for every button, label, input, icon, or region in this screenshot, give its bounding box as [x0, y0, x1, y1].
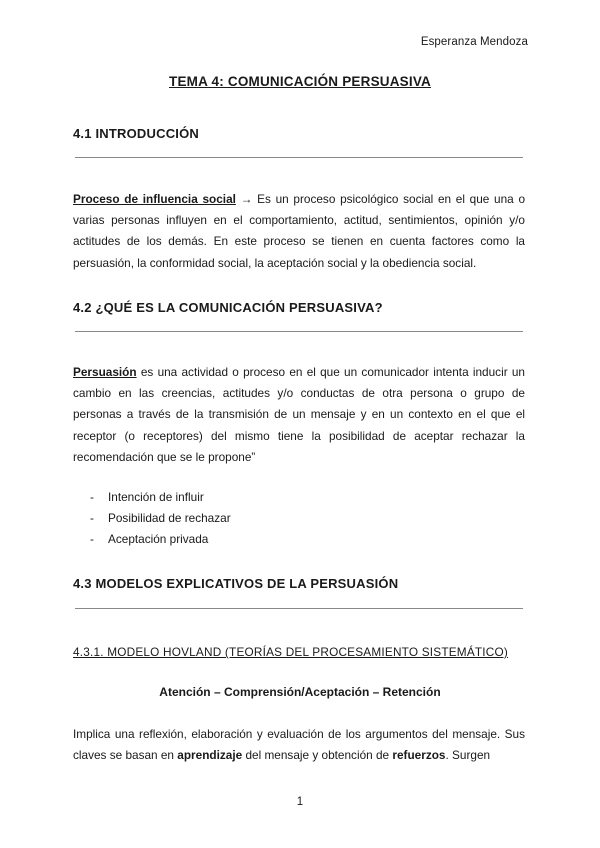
- bold-refuerzos: refuerzos: [392, 748, 446, 763]
- paragraph-text: es una actividad o proceso en el que un comunicador intenta inducir un cambio en las creencias, actitudes y/o conductas de otra persona o grupo de personas a través de la transmisión de un mensaje y en un contexto en el que el receptor (o receptores) del mismo tiene la posibilidad de aceptar rechazar la recomendación que se le propone”: [73, 365, 525, 464]
- bullet-dash: -: [90, 511, 94, 525]
- section-heading-introduccion: 4.1 INTRODUCCIÓN: [73, 126, 199, 141]
- paragraph-persuasion: [73, 362, 525, 468]
- page-number: 1: [296, 796, 304, 808]
- section-heading-comunicacion-persuasiva: 4.2 ¿QUÉ ES LA COMUNICACIÓN PERSUASIVA?: [73, 300, 383, 315]
- page-header-author: Esperanza Mendoza: [420, 36, 528, 48]
- paragraph-text: del mensaje y obtención de: [242, 748, 393, 763]
- term-proceso-influencia-social: Proceso de influencia social: [73, 192, 236, 206]
- bullet-dash: -: [90, 490, 94, 504]
- list-item-text: Intención de influir: [108, 490, 204, 504]
- section-heading-modelos-explicativos: 4.3 MODELOS EXPLICATIVOS DE LA PERSUASIÓN: [73, 576, 399, 591]
- section-divider: [75, 331, 523, 332]
- persuasion-characteristics-list: [90, 487, 231, 550]
- section-divider: [75, 608, 523, 609]
- list-item-text: Aceptación privada: [108, 532, 209, 546]
- term-persuasion: Persuasión: [73, 365, 137, 379]
- bold-aprendizaje: aprendizaje: [177, 748, 243, 763]
- paragraph-text: Es un proceso psicológico social en el que una o varias personas influyen en el comportamiento, actitud, sentimientos, opinión y/o actitudes de los demás. En este proceso se tienen en cuenta factores como la persuasión, la conformidad social, la aceptación social y la obediencia social.: [73, 192, 525, 270]
- list-item: [90, 487, 231, 508]
- list-item-text: Posibilidad de rechazar: [108, 511, 231, 525]
- list-item: [90, 529, 231, 550]
- document-title: TEMA 4: COMUNICACIÓN PERSUASIVA: [169, 74, 431, 89]
- section-divider: [75, 157, 523, 158]
- paragraph-influencia-social: [73, 189, 525, 274]
- subheading-modelo-hovland: 4.3.1. MODELO HOVLAND (TEORÍAS DEL PROCESAMIENTO SISTEMÁTICO): [73, 645, 509, 659]
- hovland-stages: Atención – Comprensión/Aceptación – Retención: [159, 685, 441, 699]
- paragraph-text: . Surgen: [445, 748, 491, 763]
- arrow-glyph: →: [235, 192, 258, 206]
- paragraph-text: Implica una reflexión, elaboración y evaluación de los argumentos del mensaje. Sus claves se basan en: [73, 727, 525, 763]
- bullet-dash: -: [90, 532, 94, 546]
- paragraph-hovland: [73, 724, 525, 766]
- list-item: [90, 508, 231, 529]
